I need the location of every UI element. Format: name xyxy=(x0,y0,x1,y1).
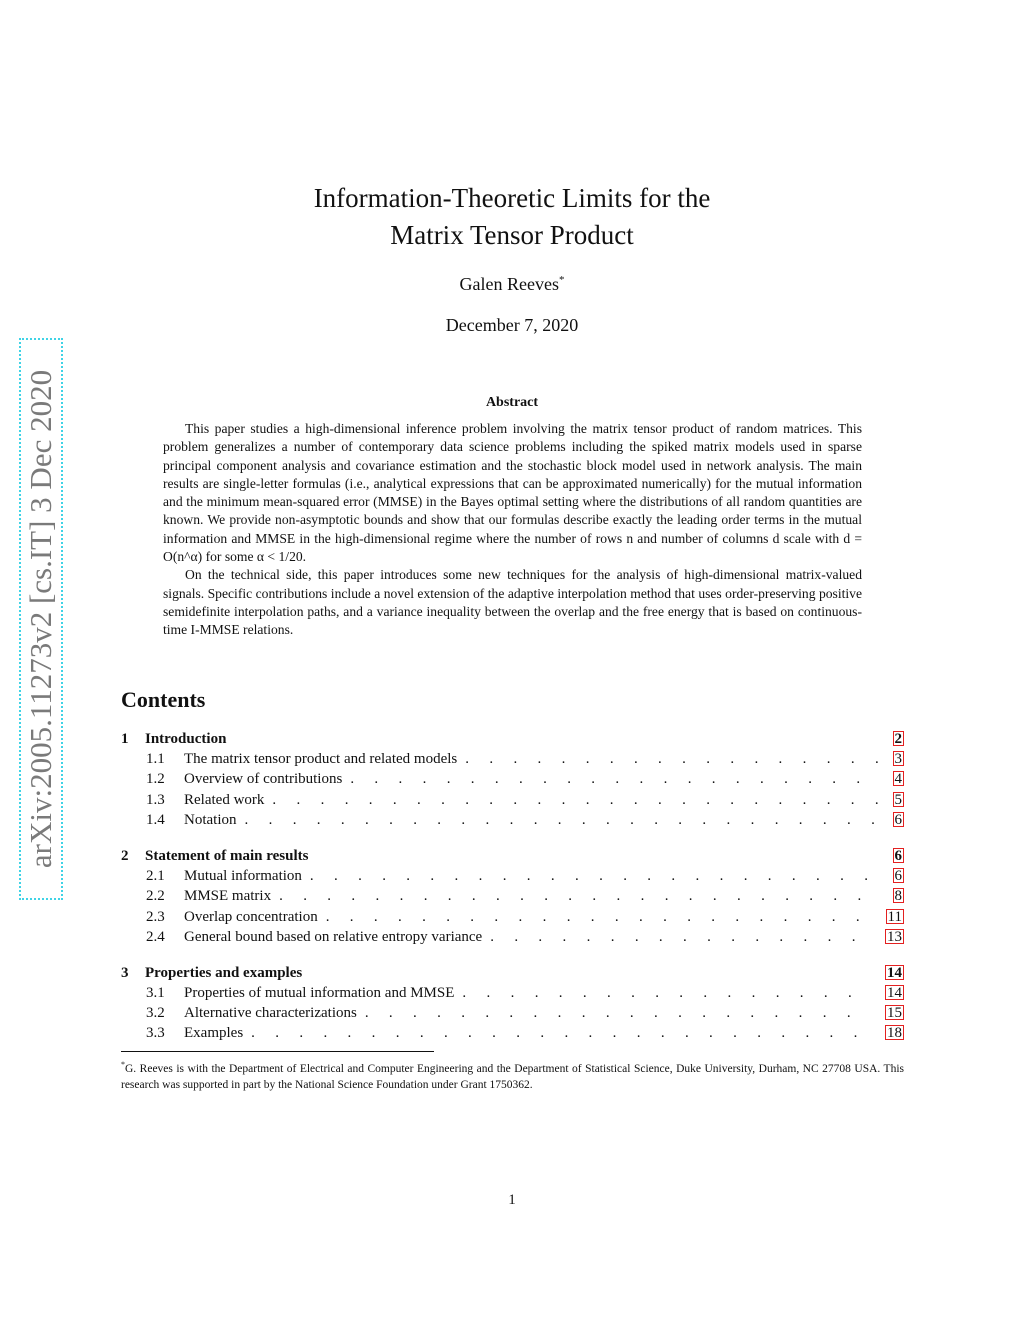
paper-date: December 7, 2020 xyxy=(445,315,579,335)
toc-section-number: 3 xyxy=(121,964,129,981)
toc-section-title: Properties and examples xyxy=(145,964,303,981)
toc-subsection-number: 1.3 xyxy=(146,791,165,808)
toc-subsection-number: 3.2 xyxy=(146,1005,165,1022)
toc-section-title: Statement of main results xyxy=(145,847,309,864)
toc-subsection-number: 2.1 xyxy=(146,868,165,885)
toc-page-link[interactable]: 14 xyxy=(887,985,902,1002)
abstract-paragraph-1: This paper studies a high-dimensional inference problem involving the matrix tensor product of random matrices. This problem generalizes a number of contemporary data science problems including the spiked matrix models used in sparse principal component analysis and covariance estimation and the stochastic block model used in network analysis. The main results are single-letter formulas (i.e., analytical expressions that can be approximated numerically) for the mutual information and the minimum mean-squared error (MMSE) in the Bayes optimal setting where the distributions of all random quantities are known. We provide non-asymptotic bounds and show that our formulas describe exactly the leading order terms in the mutual information and MMSE in the high-dimensional regime where the number of rows n and number of columns d scale with d = O(n^α) for some α < 1/20. xyxy=(163,421,862,565)
table-of-contents xyxy=(121,729,904,1060)
page-number: 1 xyxy=(508,1192,516,1208)
toc-subsection-row[interactable] xyxy=(121,907,904,927)
toc-subsection-number: 2.3 xyxy=(146,908,165,925)
abstract-paragraph-2: On the technical side, this paper introduces some new techniques for the analysis of high-dimensional matrix-valued signals. Specific contributions include a novel extension of the adaptive interpolation method that uses order-preserving positive semidefinite interpolation paths, and a variance inequality between the overlap and the free energy that is based on continuous-time I-MMSE relations. xyxy=(163,567,862,638)
toc-page-link[interactable]: 2 xyxy=(894,731,902,747)
toc-subsection-title: Overview of contributions xyxy=(184,771,343,788)
toc-dot-leader xyxy=(465,749,878,769)
toc-dot-leader xyxy=(310,866,879,886)
toc-section-number: 1 xyxy=(121,731,129,747)
toc-dot-leader xyxy=(490,927,871,947)
toc-page-link[interactable]: 18 xyxy=(887,1025,902,1042)
toc-page-link[interactable]: 15 xyxy=(887,1005,902,1022)
toc-subsection-row[interactable] xyxy=(121,1023,904,1043)
toc-section xyxy=(121,846,904,947)
toc-subsection-number: 3.1 xyxy=(146,985,165,1002)
toc-subsection-number: 3.3 xyxy=(146,1025,165,1042)
toc-subsection-title: Notation xyxy=(184,811,237,828)
toc-page-link[interactable]: 13 xyxy=(887,928,902,945)
toc-subsection-title: Examples xyxy=(184,1025,244,1042)
footnote-mark: * xyxy=(121,1060,125,1069)
toc-subsection-row[interactable] xyxy=(121,810,904,830)
toc-page-link[interactable]: 14 xyxy=(887,964,902,981)
toc-subsection-title: Properties of mutual information and MMSE xyxy=(184,985,455,1002)
toc-subsection-row[interactable] xyxy=(121,927,904,947)
arxiv-stamp[interactable] xyxy=(19,338,63,900)
toc-subsection-number: 2.2 xyxy=(146,888,165,905)
toc-page-link[interactable]: 3 xyxy=(894,751,902,768)
toc-subsection-number: 1.1 xyxy=(146,751,165,768)
toc-section-row[interactable] xyxy=(121,846,904,866)
toc-subsection-title: The matrix tensor product and related models xyxy=(184,751,458,768)
author xyxy=(0,274,1024,295)
toc-page-link[interactable]: 6 xyxy=(894,811,902,828)
arxiv-identifier: arXiv:2005.11273v2 [cs.IT] 3 Dec 2020 xyxy=(23,369,58,869)
toc-subsection-title: Overlap concentration xyxy=(184,908,318,925)
title-line-1: Information-Theoretic Limits for the xyxy=(313,183,711,213)
toc-section-row[interactable] xyxy=(121,963,904,983)
toc-subsection-row[interactable] xyxy=(121,886,904,906)
abstract-heading: Abstract xyxy=(485,395,539,410)
toc-subsection-row[interactable] xyxy=(121,1003,904,1023)
toc-page-link[interactable]: 8 xyxy=(894,888,902,905)
toc-section xyxy=(121,729,904,830)
toc-subsection-title: MMSE matrix xyxy=(184,888,272,905)
footnote-text: G. Reeves is with the Department of Electrical and Computer Engineering and the Department of Statistical Science, Duke University, Durham, NC 27708 USA. This research was supported in part by the National Science Foundation under Grant 1750362. xyxy=(121,1062,904,1091)
author-name: Galen Reeves xyxy=(459,274,559,294)
toc-dot-leader xyxy=(365,1003,871,1023)
toc-dot-leader xyxy=(326,907,872,927)
toc-subsection-number: 1.4 xyxy=(146,811,165,828)
toc-dot-leader xyxy=(251,1023,871,1043)
toc-page-link[interactable]: 11 xyxy=(887,908,902,925)
toc-section xyxy=(121,963,904,1044)
toc-dot-leader xyxy=(350,769,878,789)
abstract xyxy=(163,420,862,640)
toc-section-row[interactable] xyxy=(121,729,904,749)
toc-subsection-title: Alternative characterizations xyxy=(184,1005,357,1022)
toc-page-link[interactable]: 4 xyxy=(894,771,902,788)
toc-page-link[interactable]: 6 xyxy=(894,847,902,864)
toc-subsection-row[interactable] xyxy=(121,790,904,810)
author-footnote-mark[interactable]: * xyxy=(558,274,565,286)
contents-heading: Contents xyxy=(121,687,206,712)
footnote-divider xyxy=(121,1051,434,1052)
toc-subsection-row[interactable] xyxy=(121,769,904,789)
toc-dot-leader xyxy=(245,810,879,830)
paper-title xyxy=(0,180,1024,254)
toc-subsection-row[interactable] xyxy=(121,983,904,1003)
toc-page-link[interactable]: 5 xyxy=(894,791,902,808)
toc-page-link[interactable]: 6 xyxy=(894,868,902,885)
toc-dot-leader xyxy=(272,790,878,810)
toc-section-number: 2 xyxy=(121,847,129,864)
toc-dot-leader xyxy=(279,886,878,906)
toc-subsection-row[interactable] xyxy=(121,866,904,886)
footnote xyxy=(121,1057,904,1093)
toc-subsection-title: Mutual information xyxy=(184,868,302,885)
title-line-2: Matrix Tensor Product xyxy=(390,220,634,250)
toc-subsection-title: Related work xyxy=(184,791,265,808)
toc-section-title: Introduction xyxy=(145,731,227,747)
toc-subsection-number: 1.2 xyxy=(146,771,165,788)
toc-dot-leader xyxy=(462,983,871,1003)
toc-subsection-number: 2.4 xyxy=(146,928,165,945)
toc-subsection-title: General bound based on relative entropy variance xyxy=(184,928,483,945)
toc-subsection-row[interactable] xyxy=(121,749,904,769)
